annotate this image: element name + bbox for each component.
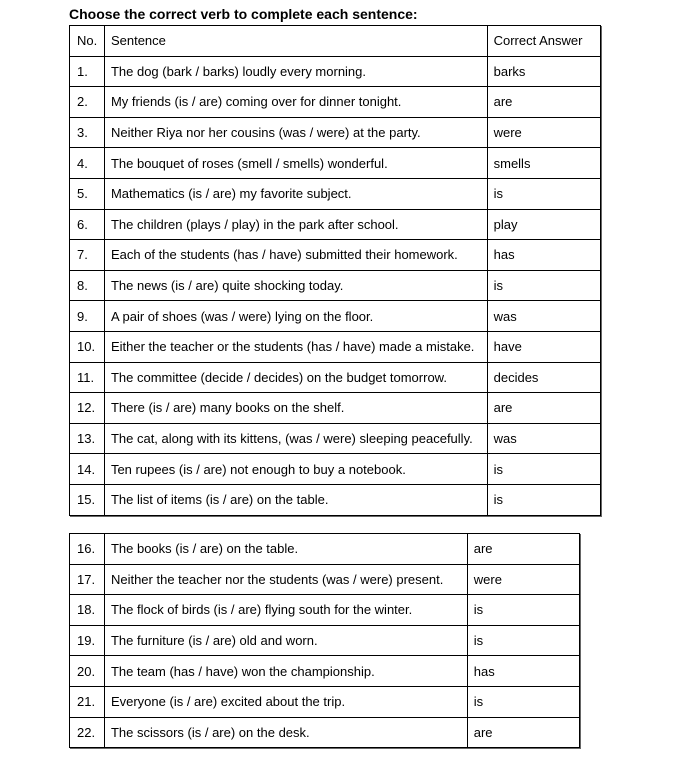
row-number: 4.	[70, 148, 105, 179]
row-number: 10.	[70, 331, 105, 362]
table-row	[70, 148, 601, 179]
header-sentence: Sentence	[104, 26, 487, 57]
table-header-row	[70, 26, 601, 57]
row-answer: smells	[487, 148, 600, 179]
row-answer: is	[467, 625, 579, 656]
row-sentence: The scissors (is / are) on the desk.	[104, 717, 467, 748]
verb-table-2	[69, 533, 580, 748]
row-number: 3.	[70, 117, 105, 148]
table-row	[70, 564, 580, 595]
table-row	[70, 423, 601, 454]
row-number: 6.	[70, 209, 105, 240]
table-row	[70, 686, 580, 717]
row-number: 19.	[70, 625, 105, 656]
table-row	[70, 178, 601, 209]
table-row	[70, 270, 601, 301]
row-number: 13.	[70, 423, 105, 454]
table-row	[70, 625, 580, 656]
row-sentence: My friends (is / are) coming over for dinner tonight.	[104, 87, 487, 118]
row-sentence: Each of the students (has / have) submitted their homework.	[104, 240, 487, 271]
table-row	[70, 301, 601, 332]
row-number: 22.	[70, 717, 105, 748]
row-answer: are	[487, 87, 600, 118]
row-sentence: Ten rupees (is / are) not enough to buy a notebook.	[104, 454, 487, 485]
row-sentence: The books (is / are) on the table.	[104, 534, 467, 565]
row-number: 15.	[70, 484, 105, 515]
table-row	[70, 454, 601, 485]
header-no: No.	[70, 26, 105, 57]
row-answer: is	[467, 686, 579, 717]
row-sentence: Either the teacher or the students (has / have) made a mistake.	[104, 331, 487, 362]
row-answer: barks	[487, 56, 600, 87]
row-number: 1.	[70, 56, 105, 87]
row-sentence: The dog (bark / barks) loudly every morning.	[104, 56, 487, 87]
row-sentence: Mathematics (is / are) my favorite subject.	[104, 178, 487, 209]
row-number: 11.	[70, 362, 105, 393]
row-sentence: The team (has / have) won the championship.	[104, 656, 467, 687]
row-sentence: The flock of birds (is / are) flying south for the winter.	[104, 595, 467, 626]
row-answer: was	[487, 301, 600, 332]
row-number: 20.	[70, 656, 105, 687]
row-number: 12.	[70, 393, 105, 424]
row-sentence: Everyone (is / are) excited about the trip.	[104, 686, 467, 717]
row-sentence: The furniture (is / are) old and worn.	[104, 625, 467, 656]
row-number: 17.	[70, 564, 105, 595]
row-sentence: The cat, along with its kittens, (was / were) sleeping peacefully.	[104, 423, 487, 454]
table-row	[70, 240, 601, 271]
row-answer: have	[487, 331, 600, 362]
row-answer: were	[467, 564, 579, 595]
row-answer: has	[487, 240, 600, 271]
table-row	[70, 534, 580, 565]
row-answer: has	[467, 656, 579, 687]
row-number: 2.	[70, 87, 105, 118]
row-sentence: Neither the teacher nor the students (was / were) present.	[104, 564, 467, 595]
verb-table-1	[69, 25, 601, 516]
row-sentence: The committee (decide / decides) on the budget tomorrow.	[104, 362, 487, 393]
table-row	[70, 656, 580, 687]
row-number: 18.	[70, 595, 105, 626]
row-answer: was	[487, 423, 600, 454]
row-sentence: The list of items (is / are) on the table.	[104, 484, 487, 515]
table-row	[70, 209, 601, 240]
row-number: 9.	[70, 301, 105, 332]
row-answer: are	[467, 534, 579, 565]
row-number: 14.	[70, 454, 105, 485]
row-answer: is	[487, 270, 600, 301]
row-answer: are	[467, 717, 579, 748]
worksheet-title: Choose the correct verb to complete each sentence:	[69, 6, 418, 22]
row-number: 5.	[70, 178, 105, 209]
row-answer: decides	[487, 362, 600, 393]
row-answer: play	[487, 209, 600, 240]
row-answer: are	[487, 393, 600, 424]
row-answer: is	[487, 178, 600, 209]
table-row	[70, 117, 601, 148]
row-answer: is	[487, 454, 600, 485]
table-row	[70, 362, 601, 393]
row-sentence: A pair of shoes (was / were) lying on the floor.	[104, 301, 487, 332]
header-correct-answer: Correct Answer	[487, 26, 600, 57]
row-sentence: The children (plays / play) in the park after school.	[104, 209, 487, 240]
row-sentence: There (is / are) many books on the shelf.	[104, 393, 487, 424]
table-row	[70, 595, 580, 626]
table-row	[70, 717, 580, 748]
row-answer: is	[467, 595, 579, 626]
table-row	[70, 87, 601, 118]
row-number: 21.	[70, 686, 105, 717]
table-row	[70, 56, 601, 87]
table-row	[70, 331, 601, 362]
row-number: 8.	[70, 270, 105, 301]
row-sentence: The news (is / are) quite shocking today.	[104, 270, 487, 301]
table-row	[70, 484, 601, 515]
row-answer: is	[487, 484, 600, 515]
table-row	[70, 393, 601, 424]
row-number: 7.	[70, 240, 105, 271]
row-answer: were	[487, 117, 600, 148]
row-number: 16.	[70, 534, 105, 565]
row-sentence: Neither Riya nor her cousins (was / were) at the party.	[104, 117, 487, 148]
row-sentence: The bouquet of roses (smell / smells) wonderful.	[104, 148, 487, 179]
